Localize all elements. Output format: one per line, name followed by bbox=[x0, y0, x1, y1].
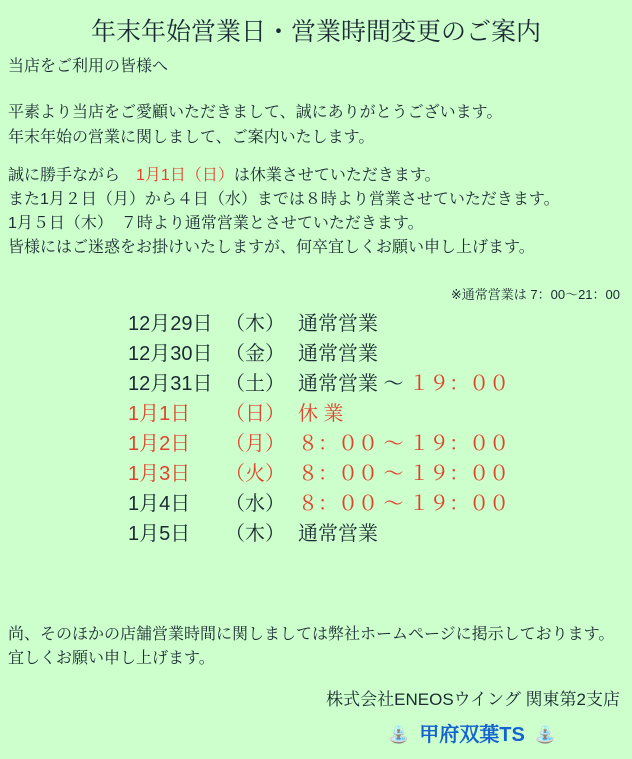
schedule-day-cell: （日） bbox=[225, 403, 285, 425]
schedule-time-cell: ８：００ ～ １９：００ bbox=[298, 433, 510, 455]
schedule-status-cell: 通常営業 bbox=[298, 523, 378, 545]
notice-line-3: 1月５日（木） ７時より通常営業とさせていただきます。 bbox=[8, 215, 424, 232]
closed-date-highlight: 1月1日（日） bbox=[136, 167, 234, 184]
schedule-date-cell: 1月3日 bbox=[128, 463, 191, 485]
intro-line-2: 年末年始の営業に関しまして、ご案内いたします。 bbox=[8, 129, 375, 146]
schedule-date-cell: 12月30日 bbox=[128, 343, 213, 365]
schedule-day-cell: （水） bbox=[225, 493, 285, 515]
schedule-day-cell: （金） bbox=[225, 343, 285, 365]
schedule-date-cell: 12月31日 bbox=[128, 373, 213, 395]
closing-line-1: 尚、そのほかの店舗営業時間に関しましては弊社ホームページに掲示しております。 bbox=[8, 626, 615, 643]
schedule-row bbox=[128, 519, 632, 549]
schedule-row bbox=[128, 429, 632, 459]
schedule-day-cell: （木） bbox=[225, 313, 285, 335]
closing-line-2: 宜しくお願い申し上げます。 bbox=[8, 650, 215, 667]
schedule-row bbox=[128, 369, 632, 399]
company-name: 株式会社ENEOSウイング 関東第2支店 bbox=[326, 690, 620, 709]
schedule-time-cell: １９：００ bbox=[409, 373, 510, 395]
notice-line-1-pre: 誠に勝手ながら bbox=[8, 167, 137, 184]
notice-line-1-post: は休業させていただきます。 bbox=[233, 167, 441, 184]
schedule-table bbox=[128, 309, 632, 549]
schedule-status-cell: 通常営業 bbox=[298, 343, 378, 365]
notice-line-1 bbox=[8, 164, 632, 188]
notice-line-4: 皆様にはご迷惑をお掛けいたしますが、何卒宜しくお願い申し上げます。 bbox=[8, 239, 535, 256]
schedule-date-cell: 1月4日 bbox=[128, 493, 191, 515]
schedule-row bbox=[128, 489, 632, 519]
schedule-row bbox=[128, 399, 632, 429]
schedule-status-cell: 休 業 bbox=[298, 403, 344, 425]
schedule-date-cell: 1月2日 bbox=[128, 433, 191, 455]
schedule-time-cell: ８：００ ～ １９：００ bbox=[298, 463, 510, 485]
greeting-line: 当店をご利用の皆様へ bbox=[8, 58, 169, 75]
schedule-date-cell: 1月5日 bbox=[128, 523, 191, 545]
schedule-day-cell: （木） bbox=[225, 523, 285, 545]
shop-name: 甲府双葉TS bbox=[419, 724, 525, 746]
schedule-status-cell: 通常営業 ～ bbox=[298, 373, 410, 395]
schedule-day-cell: （火） bbox=[225, 463, 285, 485]
notice-paragraph bbox=[8, 164, 632, 260]
schedule-row bbox=[128, 339, 632, 369]
schedule-day-cell: （月） bbox=[225, 433, 285, 455]
schedule-status-cell: 通常営業 bbox=[298, 313, 378, 335]
schedule-date-cell: 1月1日 bbox=[128, 403, 191, 425]
fountain-icon: ⛲ bbox=[388, 725, 410, 744]
intro-paragraph bbox=[8, 100, 632, 150]
schedule-row bbox=[128, 309, 632, 339]
schedule-day-cell: （土） bbox=[225, 373, 285, 395]
notice-line-2: また1月２日（月）から４日（水）までは８時より営業させていただきます。 bbox=[8, 191, 560, 208]
page-title: 年末年始営業日・営業時間変更のご案内 bbox=[90, 18, 541, 46]
closing-paragraph bbox=[8, 623, 632, 671]
intro-line-1: 平素より当店をご愛顧いただきまして、誠にありがとうございます。 bbox=[8, 104, 503, 121]
schedule-time-cell: ８：００ ～ １９：００ bbox=[298, 493, 510, 515]
schedule-date-cell: 12月29日 bbox=[128, 313, 213, 335]
normal-hours-note: ※通常営業は 7：00～21：00 bbox=[450, 287, 620, 302]
fountain-icon: ⛲ bbox=[534, 725, 556, 744]
schedule-row bbox=[128, 459, 632, 489]
